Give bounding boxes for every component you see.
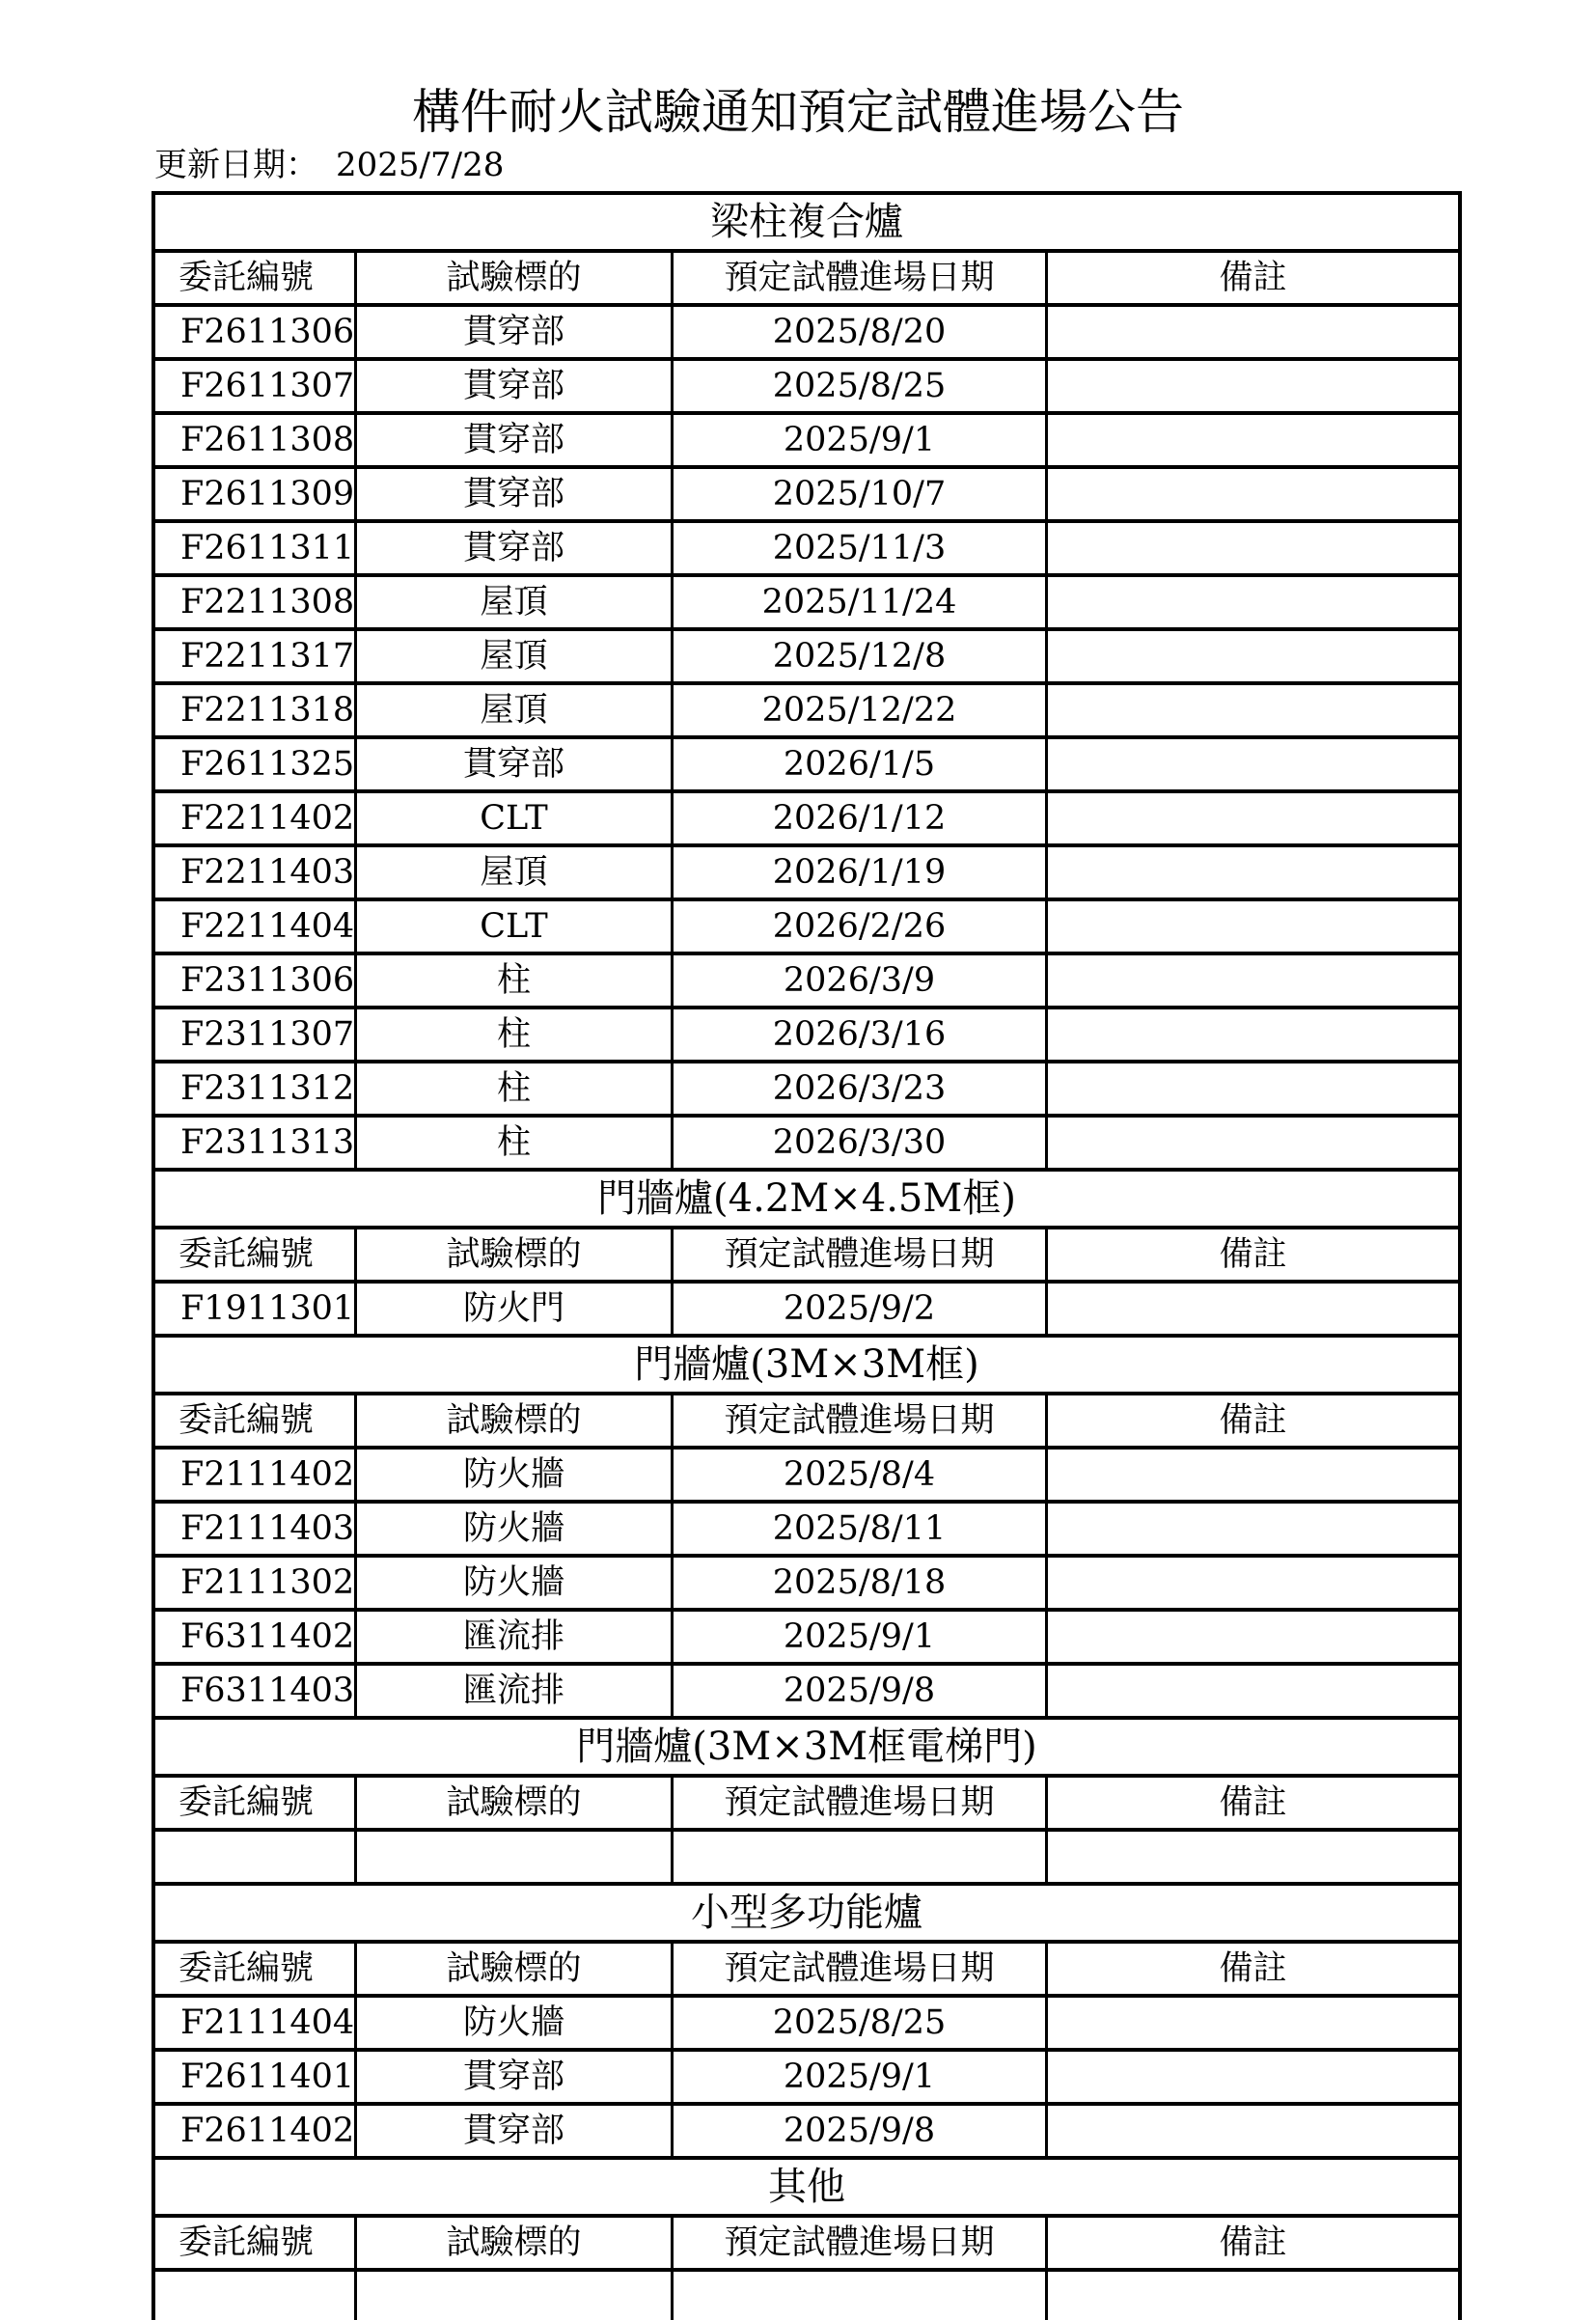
column-header: 預定試體進場日期: [671, 253, 1045, 303]
commission-number-cell: F2611308: [180, 421, 354, 459]
table-row: [155, 1666, 1458, 1720]
commission-number-cell: F2611307: [180, 367, 354, 405]
commission-number-cell: F2211318: [180, 691, 354, 730]
table-header-row: [155, 2218, 1458, 2272]
schedule-table: [151, 191, 1462, 2320]
table-row: [155, 1998, 1458, 2052]
update-date-value: 2025/7/28: [336, 146, 505, 184]
remarks-cell: [1045, 1558, 1458, 1608]
commission-number-cell: F2111403: [180, 1509, 354, 1548]
remarks-cell: [1045, 739, 1458, 789]
update-date-line: [154, 143, 504, 187]
column-header: 委託編號: [179, 259, 315, 297]
table-header-row: [155, 253, 1458, 307]
test-subject-cell: 貫穿部: [354, 523, 671, 573]
commission-number-cell: F2111402: [180, 1455, 354, 1494]
entry-date-cell: 2026/1/5: [671, 739, 1045, 789]
entry-date-cell: 2026/3/16: [671, 1009, 1045, 1060]
entry-date-cell: 2025/8/11: [671, 1504, 1045, 1554]
remarks-cell: [1045, 1998, 1458, 2048]
remarks-cell: [1045, 955, 1458, 1006]
page-title: 構件耐火試驗通知預定試體進場公告: [412, 84, 1184, 140]
commission-number-cell: F2611325: [180, 745, 354, 784]
test-subject-cell: 防火牆: [354, 1558, 671, 1608]
entry-date-cell: 2025/12/8: [671, 631, 1045, 681]
column-header: 試驗標的: [354, 2218, 671, 2268]
entry-date-cell: 2025/9/2: [671, 1284, 1045, 1334]
test-subject-cell: 匯流排: [354, 1666, 671, 1716]
test-subject-cell: 屋頂: [354, 631, 671, 681]
remarks-cell: [1045, 1612, 1458, 1662]
test-subject-cell: 匯流排: [354, 1612, 671, 1662]
commission-number-cell: F2211308: [180, 583, 354, 621]
commission-number-cell: [155, 1832, 354, 1882]
table-row: [155, 847, 1458, 901]
remarks-cell: [1045, 307, 1458, 357]
column-header: 委託編號: [179, 1949, 315, 1988]
remarks-cell: [1045, 631, 1458, 681]
commission-number-cell: F2611309: [180, 475, 354, 513]
entry-date-cell: 2025/8/25: [671, 361, 1045, 411]
test-subject-cell: 防火牆: [354, 1450, 671, 1500]
entry-date-cell: 2025/8/25: [671, 1998, 1045, 2048]
table-row: [155, 793, 1458, 847]
remarks-cell: [1045, 847, 1458, 898]
entry-date-cell: 2025/11/3: [671, 523, 1045, 573]
commission-number-cell: F1911301: [180, 1289, 354, 1328]
commission-number-cell: F2611402: [180, 2112, 354, 2150]
test-subject-cell: 柱: [354, 1063, 671, 1114]
section-title: 小型多功能爐: [155, 1886, 1458, 1944]
section-title: 門牆爐(4.2M×4.5M框): [155, 1172, 1458, 1229]
test-subject-cell: 貫穿部: [354, 469, 671, 519]
column-header: 備註: [1045, 1944, 1458, 1994]
entry-date-cell: 2025/9/1: [671, 2052, 1045, 2102]
test-subject-cell: 貫穿部: [354, 2052, 671, 2102]
column-header: 試驗標的: [354, 1778, 671, 1828]
entry-date-cell: 2025/9/1: [671, 1612, 1045, 1662]
entry-date-cell: 2025/11/24: [671, 577, 1045, 627]
table-row: [155, 469, 1458, 523]
remarks-cell: [1045, 1450, 1458, 1500]
entry-date-cell: 2025/9/8: [671, 1666, 1045, 1716]
test-subject-cell: 貫穿部: [354, 2106, 671, 2156]
entry-date-cell: 2025/8/20: [671, 307, 1045, 357]
column-header: 預定試體進場日期: [671, 1395, 1045, 1446]
test-subject-cell: CLT: [354, 793, 671, 843]
commission-number-cell: F2311306: [180, 961, 354, 1000]
remarks-cell: [1045, 577, 1458, 627]
column-header: 備註: [1045, 1778, 1458, 1828]
table-header-row: [155, 1395, 1458, 1450]
remarks-cell: [1045, 1118, 1458, 1168]
update-date-label: 更新日期：: [154, 146, 318, 184]
entry-date-cell: 2025/12/22: [671, 685, 1045, 735]
test-subject-cell: 貫穿部: [354, 415, 671, 465]
remarks-cell: [1045, 2106, 1458, 2156]
test-subject-cell: 防火牆: [354, 1998, 671, 2048]
commission-number-cell: F2311307: [180, 1015, 354, 1054]
test-subject-cell: 柱: [354, 1009, 671, 1060]
test-subject-cell: [354, 1832, 671, 1882]
table-row: [155, 2272, 1458, 2320]
table-row: [155, 523, 1458, 577]
commission-number-cell: F2211404: [180, 907, 354, 946]
commission-number-cell: F2111302: [180, 1563, 354, 1602]
commission-number-cell: F2611401: [180, 2058, 354, 2096]
test-subject-cell: 貫穿部: [354, 739, 671, 789]
remarks-cell: [1045, 1504, 1458, 1554]
entry-date-cell: 2026/1/19: [671, 847, 1045, 898]
table-row: [155, 739, 1458, 793]
table-row: [155, 2106, 1458, 2160]
section-title: 門牆爐(3M×3M框電梯門): [155, 1720, 1458, 1778]
column-header: 委託編號: [179, 1783, 315, 1822]
entry-date-cell: 2025/8/4: [671, 1450, 1045, 1500]
column-header: 備註: [1045, 1229, 1458, 1280]
column-header: 預定試體進場日期: [671, 1229, 1045, 1280]
column-header: 委託編號: [179, 2223, 315, 2262]
table-row: [155, 685, 1458, 739]
table-header-row: [155, 1778, 1458, 1832]
table-row: [155, 577, 1458, 631]
table-row: [155, 1612, 1458, 1666]
commission-number-cell: [155, 2272, 354, 2320]
commission-number-cell: F2111404: [180, 2003, 354, 2042]
remarks-cell: [1045, 415, 1458, 465]
table-row: [155, 901, 1458, 955]
table-row: [155, 361, 1458, 415]
column-header: 備註: [1045, 1395, 1458, 1446]
column-header: 預定試體進場日期: [671, 1944, 1045, 1994]
column-header: 試驗標的: [354, 1229, 671, 1280]
test-subject-cell: CLT: [354, 901, 671, 952]
table-row: [155, 2052, 1458, 2106]
entry-date-cell: [671, 1832, 1045, 1882]
table-row: [155, 1118, 1458, 1172]
entry-date-cell: 2025/9/1: [671, 415, 1045, 465]
commission-number-cell: F6311402: [180, 1617, 354, 1656]
remarks-cell: [1045, 1666, 1458, 1716]
table-header-row: [155, 1229, 1458, 1284]
commission-number-cell: F2211317: [180, 637, 354, 676]
column-header: 備註: [1045, 2218, 1458, 2268]
remarks-cell: [1045, 793, 1458, 843]
remarks-cell: [1045, 2272, 1458, 2320]
table-row: [155, 631, 1458, 685]
column-header: 備註: [1045, 253, 1458, 303]
entry-date-cell: 2026/3/30: [671, 1118, 1045, 1168]
test-subject-cell: 貫穿部: [354, 307, 671, 357]
test-subject-cell: 柱: [354, 955, 671, 1006]
column-header: 預定試體進場日期: [671, 1778, 1045, 1828]
table-row: [155, 1832, 1458, 1886]
table-row: [155, 415, 1458, 469]
test-subject-cell: [354, 2272, 671, 2320]
entry-date-cell: 2026/3/9: [671, 955, 1045, 1006]
commission-number-cell: F2311312: [180, 1069, 354, 1108]
test-subject-cell: 屋頂: [354, 577, 671, 627]
remarks-cell: [1045, 1063, 1458, 1114]
column-header: 試驗標的: [354, 253, 671, 303]
remarks-cell: [1045, 361, 1458, 411]
remarks-cell: [1045, 685, 1458, 735]
table-row: [155, 1009, 1458, 1063]
column-header: 試驗標的: [354, 1395, 671, 1446]
table-row: [155, 955, 1458, 1009]
entry-date-cell: 2025/9/8: [671, 2106, 1045, 2156]
test-subject-cell: 屋頂: [354, 847, 671, 898]
entry-date-cell: 2026/3/23: [671, 1063, 1045, 1114]
entry-date-cell: 2026/1/12: [671, 793, 1045, 843]
table-row: [155, 1558, 1458, 1612]
commission-number-cell: F2211402: [180, 799, 354, 838]
commission-number-cell: F2211403: [180, 853, 354, 892]
section-title: 梁柱複合爐: [155, 195, 1458, 253]
entry-date-cell: 2026/2/26: [671, 901, 1045, 952]
column-header: 委託編號: [179, 1401, 315, 1440]
test-subject-cell: 防火門: [354, 1284, 671, 1334]
table-row: [155, 1284, 1458, 1338]
table-header-row: [155, 1944, 1458, 1998]
section-title: 門牆爐(3M×3M框): [155, 1338, 1458, 1395]
remarks-cell: [1045, 901, 1458, 952]
table-row: [155, 1504, 1458, 1558]
test-subject-cell: 柱: [354, 1118, 671, 1168]
section-title: 其他: [155, 2160, 1458, 2218]
entry-date-cell: 2025/8/18: [671, 1558, 1045, 1608]
test-subject-cell: 屋頂: [354, 685, 671, 735]
test-subject-cell: 防火牆: [354, 1504, 671, 1554]
table-row: [155, 1450, 1458, 1504]
remarks-cell: [1045, 2052, 1458, 2102]
column-header: 試驗標的: [354, 1944, 671, 1994]
table-row: [155, 307, 1458, 361]
commission-number-cell: F2611306: [180, 313, 354, 351]
entry-date-cell: [671, 2272, 1045, 2320]
commission-number-cell: F6311403: [180, 1671, 354, 1710]
entry-date-cell: 2025/10/7: [671, 469, 1045, 519]
remarks-cell: [1045, 1284, 1458, 1334]
column-header: 預定試體進場日期: [671, 2218, 1045, 2268]
table-row: [155, 1063, 1458, 1118]
remarks-cell: [1045, 523, 1458, 573]
remarks-cell: [1045, 1009, 1458, 1060]
commission-number-cell: F2311313: [180, 1123, 354, 1162]
test-subject-cell: 貫穿部: [354, 361, 671, 411]
remarks-cell: [1045, 469, 1458, 519]
remarks-cell: [1045, 1832, 1458, 1882]
commission-number-cell: F2611311: [180, 529, 354, 567]
column-header: 委託編號: [179, 1235, 315, 1274]
